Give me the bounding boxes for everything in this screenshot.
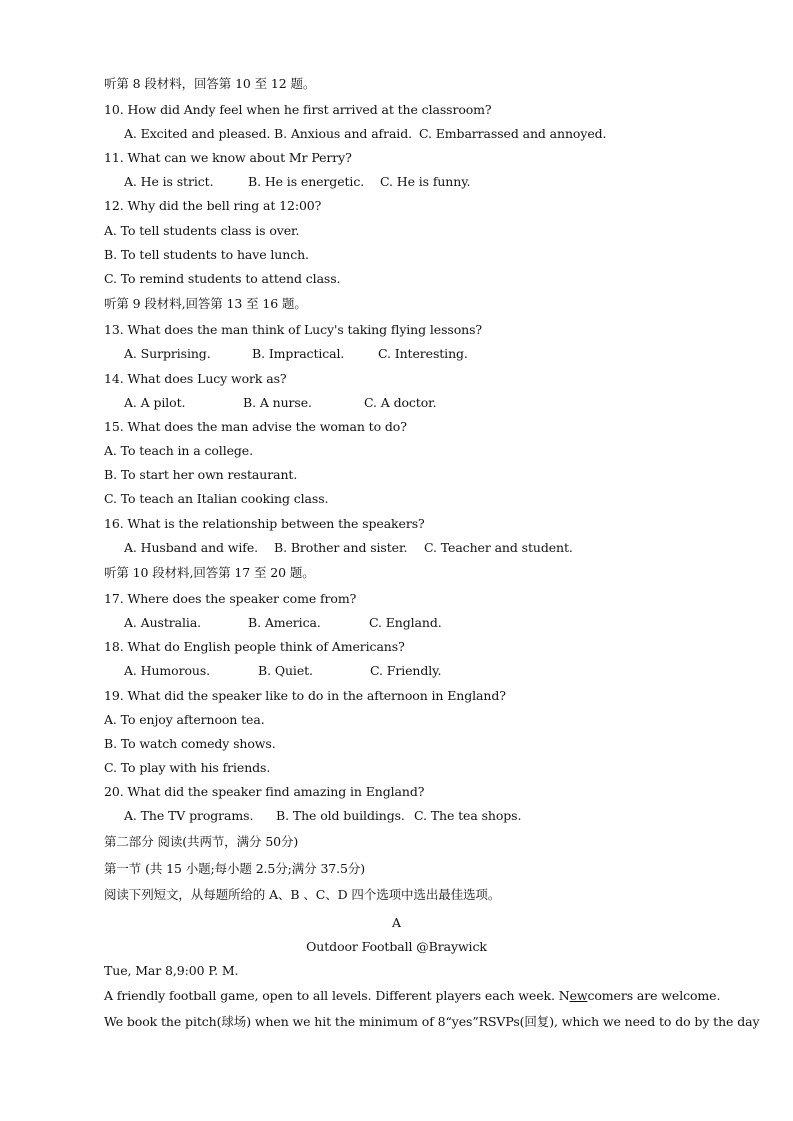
paragraph <box>104 988 720 1004</box>
paragraph-text: A friendly football game, open to all levels. Different players each week. N <box>104 988 570 1003</box>
option-a: A. Excited and pleased. <box>124 126 271 141</box>
option-b: B. Impractical. <box>252 346 345 361</box>
option-c: C. He is funny. <box>380 174 471 189</box>
underlined-text: ew <box>569 988 588 1003</box>
option-b: B. To tell students to have lunch. <box>104 247 309 262</box>
question-17: 17. Where does the speaker come from? <box>104 591 357 606</box>
question-14: 14. What does Lucy work as? <box>104 371 287 386</box>
question-15: 15. What does the man advise the woman to do? <box>104 419 407 434</box>
options-16 <box>124 540 573 556</box>
option-c: C. A doctor. <box>364 395 437 410</box>
options-14 <box>124 395 437 411</box>
option-b: B. America. <box>248 615 321 630</box>
options-13 <box>124 346 468 362</box>
option-a: A. To tell students class is over. <box>104 223 300 238</box>
option-b: B. To watch comedy shows. <box>104 736 276 751</box>
question-16: 16. What is the relationship between the speakers? <box>104 516 425 531</box>
section-heading: 听第 8 段材料，回答第 10 至 12 题。 <box>104 76 316 91</box>
question-10: 10. How did Andy feel when he first arrived at the classroom? <box>104 102 492 117</box>
option-a: A. Humorous. <box>124 663 211 678</box>
option-a: A. Husband and wife. <box>124 540 258 555</box>
paragraph-text: comers are welcome. <box>587 988 721 1003</box>
option-a: A. To enjoy afternoon tea. <box>104 712 265 727</box>
option-c: C. Embarrassed and annoyed. <box>419 126 607 141</box>
option-c: C. To play with his friends. <box>104 760 271 775</box>
option-c: C. Interesting. <box>378 346 468 361</box>
question-19: 19. What did the speaker like to do in the afternoon in England? <box>104 688 506 703</box>
question-18: 18. What do English people think of Americans? <box>104 639 405 654</box>
section-heading: 第一节 (共 15 小题;每小题 2.5分;满分 37.5分) <box>104 861 366 876</box>
option-b: B. Quiet. <box>258 663 313 678</box>
instruction: 阅读下列短文，从每题所给的 A、B 、C、D 四个选项中选出最佳选项。 <box>104 887 501 902</box>
question-20: 20. What did the speaker find amazing in England? <box>104 784 425 799</box>
option-b: B. He is energetic. <box>248 174 365 189</box>
options-11 <box>124 174 470 190</box>
question-13: 13. What does the man think of Lucy's taking flying lessons? <box>104 322 483 337</box>
option-c: C. England. <box>369 615 442 630</box>
question-11: 11. What can we know about Mr Perry? <box>104 150 352 165</box>
option-a: A. To teach in a college. <box>104 443 253 458</box>
option-a: A. Surprising. <box>124 346 211 361</box>
section-heading: 听第 10 段材料,回答第 17 至 20 题。 <box>104 565 315 580</box>
option-c: C. To remind students to attend class. <box>104 271 341 286</box>
question-12: 12. Why did the bell ring at 12:00? <box>104 198 322 213</box>
option-b: B. A nurse. <box>243 395 312 410</box>
section-heading: 听第 9 段材料,回答第 13 至 16 题。 <box>104 296 307 311</box>
option-a: A. He is strict. <box>124 174 214 189</box>
option-b: B. The old buildings. <box>276 808 405 823</box>
option-c: C. Teacher and student. <box>424 540 573 555</box>
options-17 <box>124 615 442 631</box>
options-18 <box>124 663 441 679</box>
option-a: A. A pilot. <box>124 395 186 410</box>
option-a: A. Australia. <box>124 615 202 630</box>
option-c: C. The tea shops. <box>414 808 522 823</box>
passage-title: Outdoor Football @Braywick <box>306 939 487 954</box>
option-b: B. Anxious and afraid. <box>274 126 412 141</box>
option-b: B. To start her own restaurant. <box>104 467 298 482</box>
option-b: B. Brother and sister. <box>274 540 408 555</box>
paragraph: We book the pitch(球场) when we hit the minimum of 8“yes”RSVPs(回复), which we need to do by the day <box>104 1014 760 1029</box>
options-20 <box>124 808 521 824</box>
passage-letter: A <box>392 915 401 930</box>
options-10 <box>124 126 606 142</box>
option-a: A. The TV programs. <box>124 808 254 823</box>
part-heading: 第二部分 阅读(共两节，满分 50分) <box>104 834 299 849</box>
option-c: C. To teach an Italian cooking class. <box>104 491 329 506</box>
event-date: Tue, Mar 8,9:00 P. M. <box>104 963 239 978</box>
option-c: C. Friendly. <box>370 663 442 678</box>
